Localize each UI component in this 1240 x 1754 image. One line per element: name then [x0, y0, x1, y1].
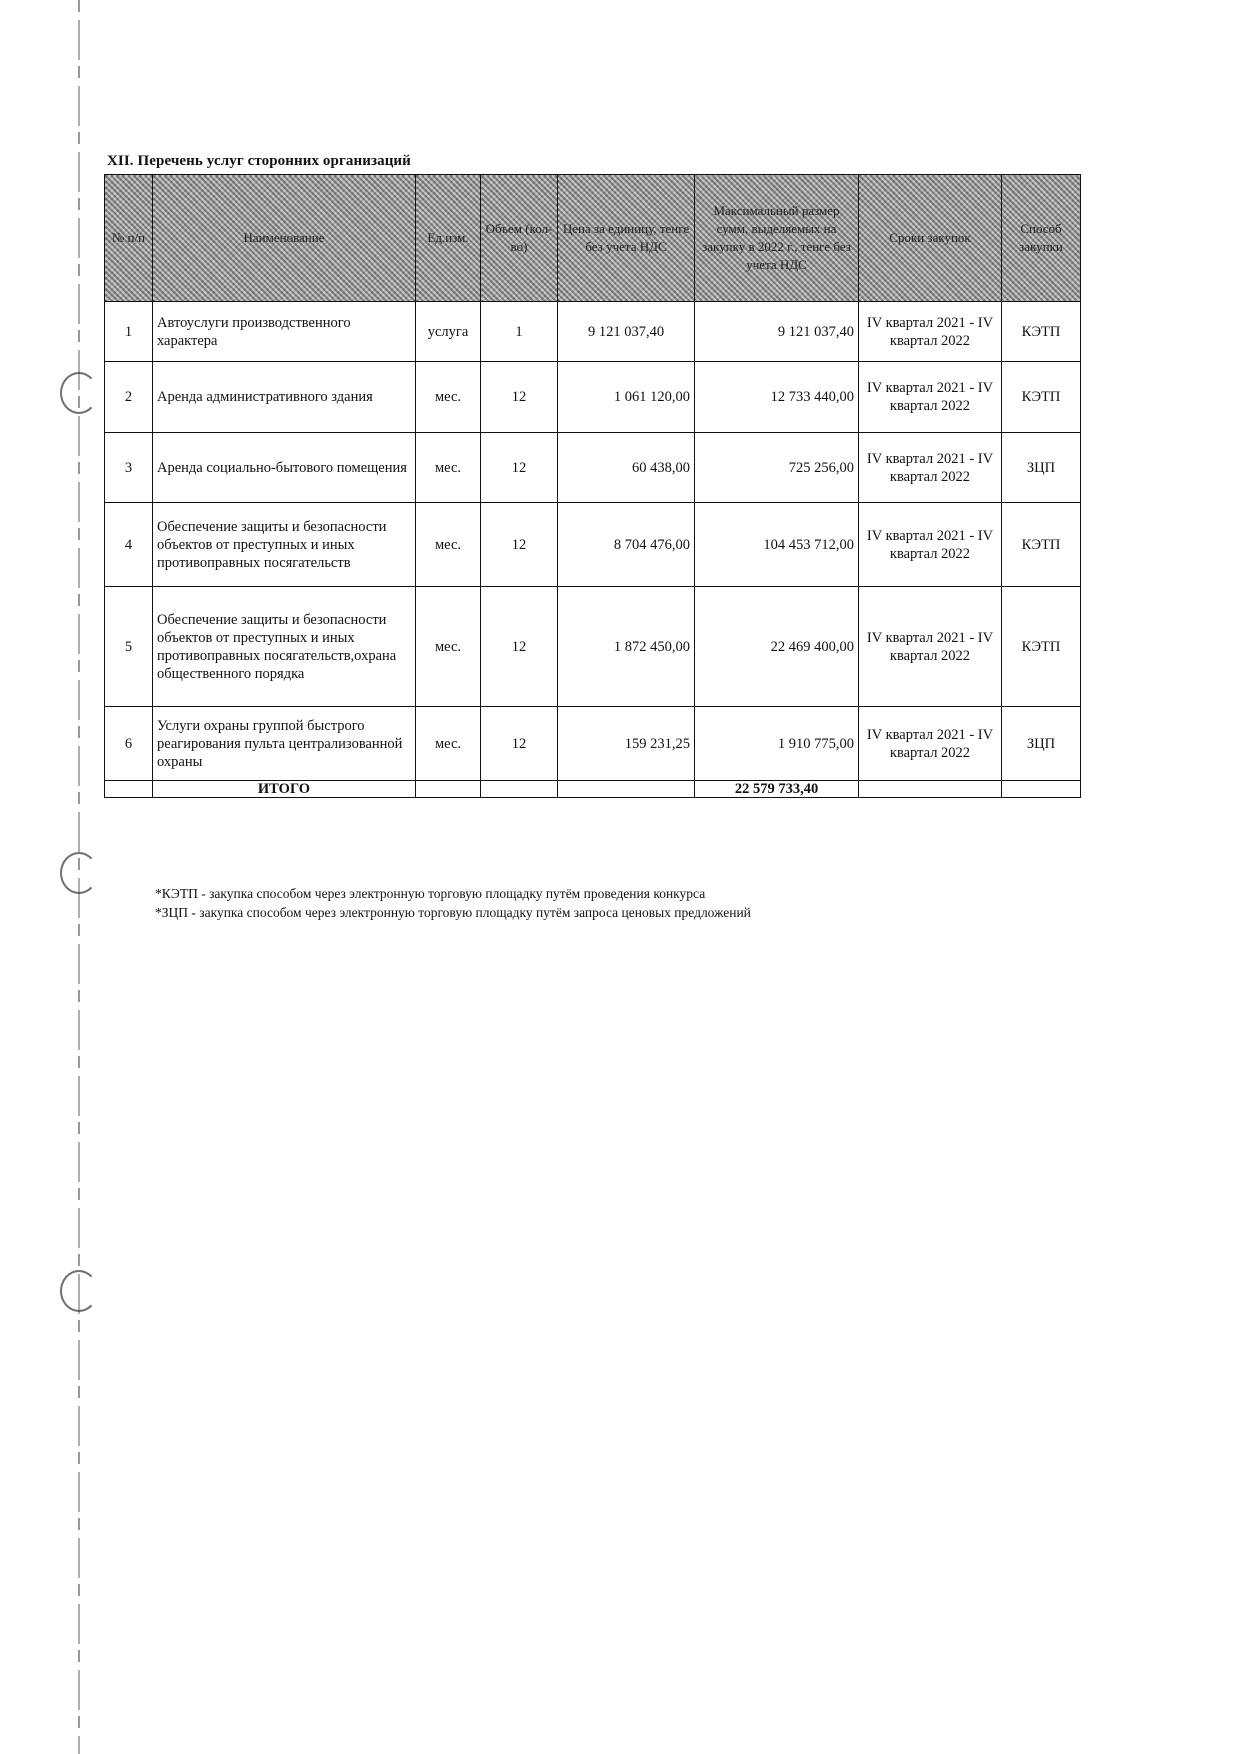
header-cell: Наименование — [153, 175, 416, 302]
empty-cell — [105, 781, 153, 798]
service-name: Обеспечение защиты и безопасности объектов от преступных и иных противоправных посягательств,охрана общественного порядка — [153, 587, 416, 707]
unit-price: 1 872 450,00 — [558, 587, 695, 707]
header-cell: № п/п — [105, 175, 153, 302]
max-sum: 22 469 400,00 — [695, 587, 859, 707]
footnotes — [155, 884, 751, 922]
empty-cell — [416, 781, 481, 798]
procurement-term: IV квартал 2021 - IV квартал 2022 — [859, 433, 1002, 503]
procurement-method: ЗЦП — [1002, 707, 1081, 781]
max-sum: 12 733 440,00 — [695, 362, 859, 433]
quantity: 12 — [481, 362, 558, 433]
max-sum: 725 256,00 — [695, 433, 859, 503]
procurement-method: ЗЦП — [1002, 433, 1081, 503]
total-value: 22 579 733,40 — [695, 781, 859, 798]
unit-price: 60 438,00 — [558, 433, 695, 503]
table-row — [105, 503, 1081, 587]
unit-price: 159 231,25 — [558, 707, 695, 781]
footnote: *КЭТП - закупка способом через электронную торговую площадку путём проведения конкурса — [155, 886, 706, 901]
punch-hole — [60, 852, 98, 894]
section-title: XII. Перечень услуг сторонних организаций — [107, 153, 411, 169]
procurement-term: IV квартал 2021 - IV квартал 2022 — [859, 503, 1002, 587]
punch-hole — [60, 1270, 98, 1312]
header-cell: Максимальный размер сумм, выделяемых на закупку в 2022 г., тенге без учета НДС — [695, 175, 859, 302]
procurement-term: IV квартал 2021 - IV квартал 2022 — [859, 362, 1002, 433]
header-cell: Способ закупки — [1002, 175, 1081, 302]
services-table — [104, 174, 1081, 798]
quantity: 1 — [481, 302, 558, 362]
service-name: Аренда социально-бытового помещения — [153, 433, 416, 503]
unit: услуга — [416, 302, 481, 362]
empty-cell — [481, 781, 558, 798]
empty-cell — [1002, 781, 1081, 798]
header-cell: Сроки закупок — [859, 175, 1002, 302]
header-cell: Ед.изм. — [416, 175, 481, 302]
row-number: 3 — [105, 433, 153, 503]
row-number: 2 — [105, 362, 153, 433]
service-name: Услуги охраны группой быстрого реагирования пульта централизованной охраны — [153, 707, 416, 781]
row-number: 4 — [105, 503, 153, 587]
table-row — [105, 302, 1081, 362]
quantity: 12 — [481, 433, 558, 503]
service-name: Аренда административного здания — [153, 362, 416, 433]
header-row — [105, 175, 1081, 302]
service-name: Автоуслуги производственного характера — [153, 302, 416, 362]
unit-price: 1 061 120,00 — [558, 362, 695, 433]
procurement-term: IV квартал 2021 - IV квартал 2022 — [859, 587, 1002, 707]
unit: мес. — [416, 433, 481, 503]
punch-hole — [60, 372, 98, 414]
max-sum: 1 910 775,00 — [695, 707, 859, 781]
row-number: 6 — [105, 707, 153, 781]
table-row — [105, 362, 1081, 433]
service-name: Обеспечение защиты и безопасности объектов от преступных и иных противоправных посягательств — [153, 503, 416, 587]
procurement-method: КЭТП — [1002, 362, 1081, 433]
header-cell: Цена за единицу, тенге без учета НДС — [558, 175, 695, 302]
table-row — [105, 707, 1081, 781]
row-number: 5 — [105, 587, 153, 707]
max-sum: 9 121 037,40 — [695, 302, 859, 362]
unit: мес. — [416, 587, 481, 707]
procurement-term: IV квартал 2021 - IV квартал 2022 — [859, 707, 1002, 781]
unit: мес. — [416, 707, 481, 781]
total-label: ИТОГО — [153, 781, 416, 798]
procurement-method: КЭТП — [1002, 587, 1081, 707]
header-cell: Объем (кол-во) — [481, 175, 558, 302]
quantity: 12 — [481, 707, 558, 781]
table-row — [105, 433, 1081, 503]
quantity: 12 — [481, 503, 558, 587]
max-sum: 104 453 712,00 — [695, 503, 859, 587]
quantity: 12 — [481, 587, 558, 707]
unit: мес. — [416, 503, 481, 587]
procurement-term: IV квартал 2021 - IV квартал 2022 — [859, 302, 1002, 362]
unit: мес. — [416, 362, 481, 433]
total-row — [105, 781, 1081, 798]
empty-cell — [558, 781, 695, 798]
footnote: *ЗЦП - закупка способом через электронную торговую площадку путём запроса ценовых предложений — [155, 905, 751, 920]
row-number: 1 — [105, 302, 153, 362]
procurement-method: КЭТП — [1002, 503, 1081, 587]
unit-price: 8 704 476,00 — [558, 503, 695, 587]
procurement-method: КЭТП — [1002, 302, 1081, 362]
unit-price: 9 121 037,40 — [558, 302, 695, 362]
table-row — [105, 587, 1081, 707]
empty-cell — [859, 781, 1002, 798]
